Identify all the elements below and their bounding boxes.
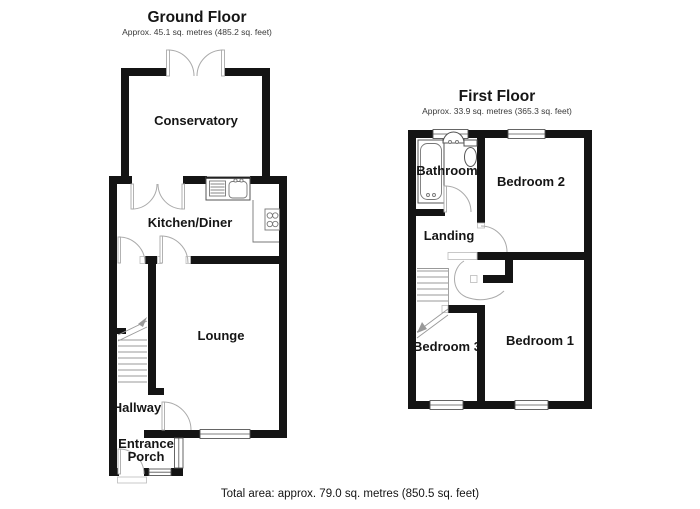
room-label-bedroom3: Bedroom 3 xyxy=(413,339,481,354)
room-label-bathroom: Bathroom xyxy=(416,163,478,178)
room-label-porch: Porch xyxy=(127,449,165,464)
sink-tap xyxy=(240,179,243,182)
room-label-lounge: Lounge xyxy=(197,328,245,343)
wall-ground-left xyxy=(109,176,117,476)
kitchen-sink-unit xyxy=(206,177,250,200)
wall-conservatory-right xyxy=(262,68,270,176)
wall-bedroom3-top xyxy=(448,305,477,313)
bedroom2-door xyxy=(481,226,507,252)
wall-ground-right xyxy=(279,176,287,438)
wall-porch-bottom-c xyxy=(171,468,183,476)
room-label-bedroom1: Bedroom 1 xyxy=(506,333,574,348)
wall-first-left xyxy=(408,130,416,409)
wall-bedroom2-bottom xyxy=(477,252,592,260)
lounge-kitchen-door xyxy=(160,236,188,263)
front-door-step xyxy=(118,477,147,483)
wall-kitchen-lounge-divider xyxy=(190,256,287,264)
room-label-entrance: Entrance xyxy=(118,436,174,451)
wall-kitchen-divider-stub xyxy=(145,256,157,264)
wall-bathroom-divider xyxy=(477,138,485,223)
first-floor-stairs xyxy=(417,268,449,338)
wall-stair-partition xyxy=(148,264,156,390)
room-label-kitchen: Kitchen/Diner xyxy=(147,215,233,230)
ground-floor-area: Approx. 45.1 sq. metres (485.2 sq. feet) xyxy=(122,27,272,37)
wall-bathroom-bottom xyxy=(408,209,445,216)
conservatory-french-doors xyxy=(167,50,225,76)
first-floor-area: Approx. 33.9 sq. metres (365.3 sq. feet) xyxy=(422,106,572,116)
total-area-text: Total area: approx. 79.0 sq. metres (850.5 sq. feet) xyxy=(220,488,480,500)
sink-tap xyxy=(234,179,237,182)
hallway-lounge-door xyxy=(162,402,191,430)
wall-first-top-b xyxy=(468,130,508,138)
wall-porch-bottom-a xyxy=(109,468,119,476)
wall-porch-bottom-b xyxy=(144,468,149,476)
room-label-hallway: Hallway xyxy=(112,400,162,415)
wall-lounge-bottom-b xyxy=(250,430,287,438)
wall-first-bottom-b xyxy=(463,401,515,409)
sink-drainer xyxy=(210,181,226,196)
landing-opening-line xyxy=(448,253,477,260)
first-floor-title: First Floor xyxy=(458,88,536,105)
wall-bedroom-divider xyxy=(477,305,485,409)
ground-floor-title: Ground Floor xyxy=(147,9,247,26)
wall-kitchen-top-b xyxy=(183,176,207,184)
bathroom-door xyxy=(444,186,471,212)
kitchen-hob xyxy=(265,209,280,230)
wall-stair-partition-foot xyxy=(148,388,164,395)
room-label-bedroom2: Bedroom 2 xyxy=(497,174,565,189)
wall-conservatory-left xyxy=(121,68,129,176)
sink-bowl xyxy=(229,182,247,199)
wall-first-right xyxy=(584,130,592,409)
wall-alcove-horizontal xyxy=(483,275,513,283)
conservatory-kitchen-doors xyxy=(131,184,185,209)
room-label-landing: Landing xyxy=(423,228,475,243)
door-jamb xyxy=(471,276,478,283)
ground-stairs xyxy=(118,317,147,382)
room-label-conservatory: Conservatory xyxy=(154,113,238,128)
